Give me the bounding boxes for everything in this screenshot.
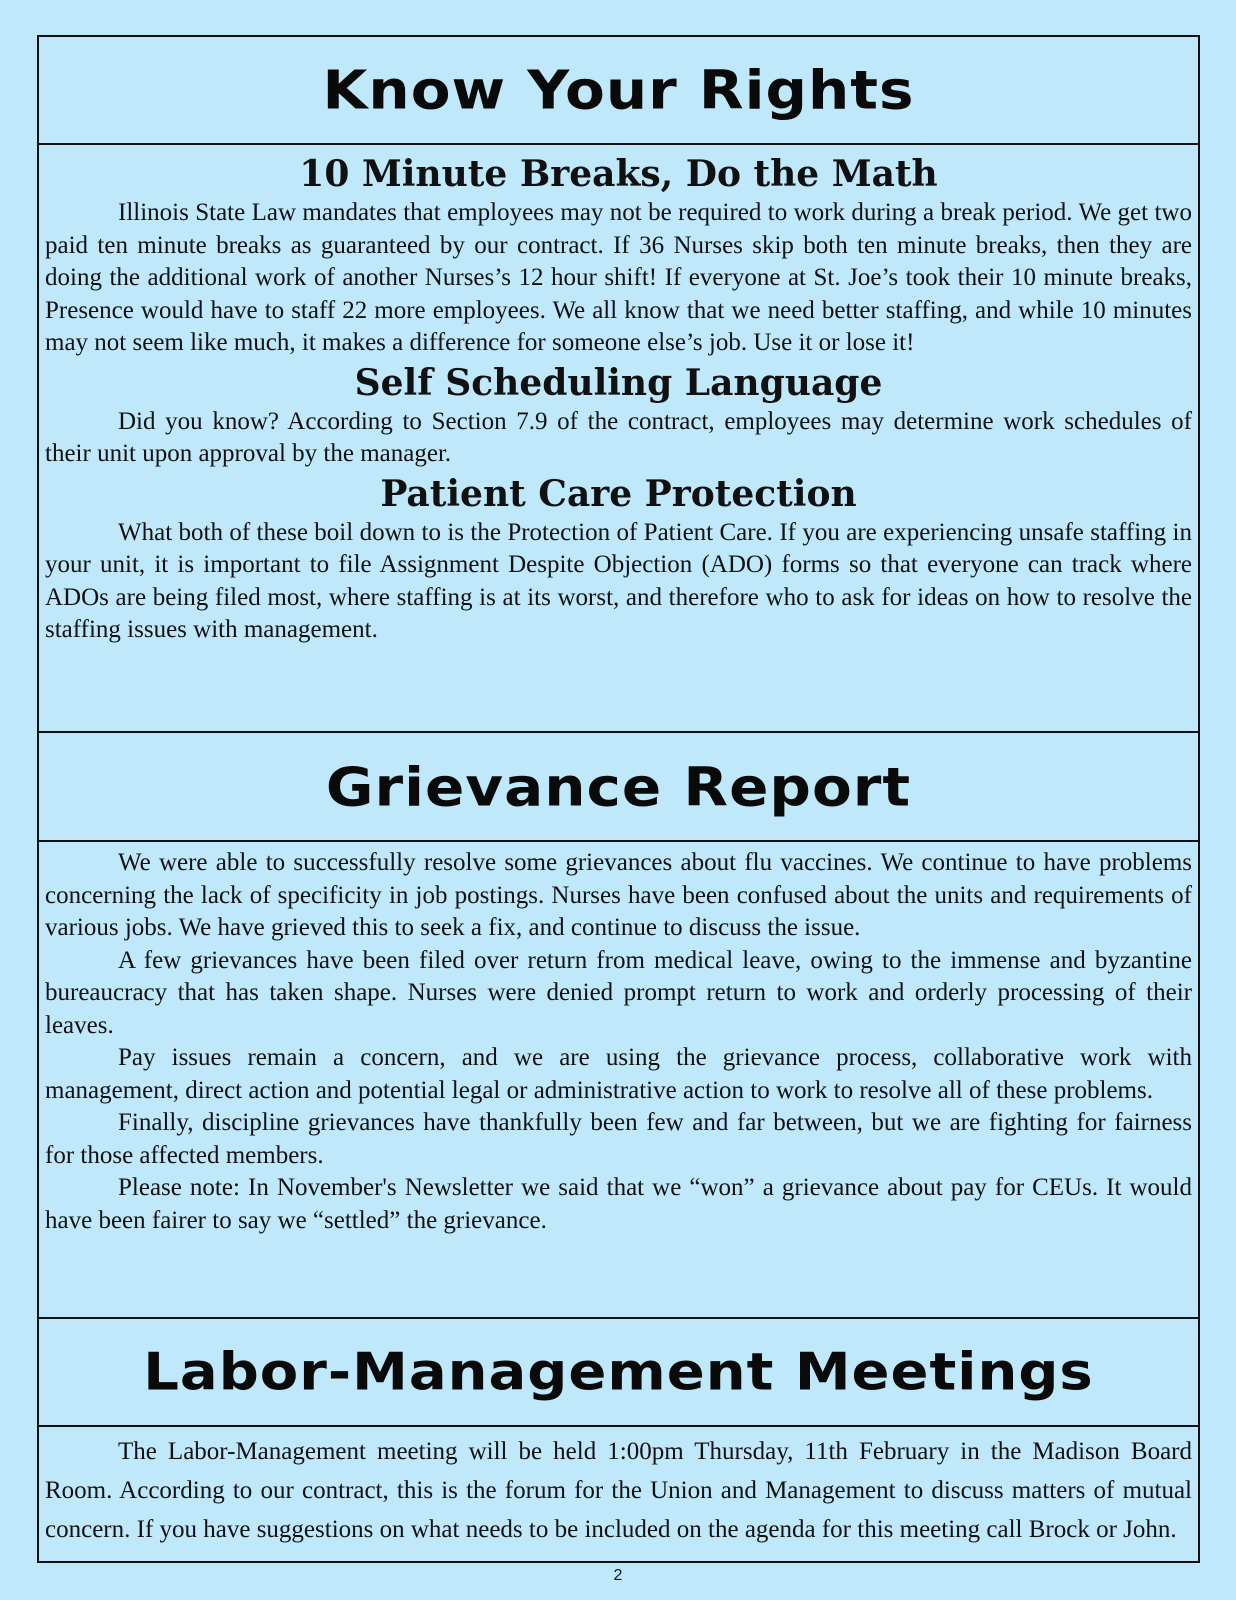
page-number: 2 (613, 1567, 623, 1584)
self-scheduling-heading: Self Scheduling Language (354, 361, 883, 404)
breaks-heading: 10 Minute Breaks, Do the Math (299, 153, 938, 195)
grievance-report-banner (39, 733, 1198, 842)
labor-management-text: The Labor-Management meeting will be held 1:00pm Thursday, 11th February in the Madison Board Room. According to our contract, this is the forum for the Union and Management to discuss matters of mutual concern. If you have suggestions on what needs to be included on the agenda for this meeting call Brock or John. (45, 1438, 1192, 1543)
know-your-rights-section (39, 147, 1198, 733)
grievance-paragraph: Pay issues remain a concern, and we are using the grievance process, collaborative work with management, direct action and potential legal or administrative action to work to resolve all of these problems. (45, 1044, 1192, 1104)
know-your-rights-banner (39, 37, 1198, 145)
labor-management-title: Labor-Management Meetings (143, 1342, 1094, 1402)
patient-care-heading: Patient Care Protection (380, 472, 857, 515)
grievance-report-section (39, 847, 1198, 1319)
labor-management-banner (39, 1319, 1198, 1427)
breaks-text: Illinois State Law mandates that employees may not be required to work during a break period. We get two paid ten minute breaks as guaranteed by our contract. If 36 Nurses skip both ten minute breaks, then they are doing the additional work of another Nurses’s 12 hour shift! If everyone at St. Joe’s took their 10 minute breaks, Presence would have to staff 22 more employees. We all know that we need better staffing, and while 10 minutes may not seem like much, it makes a difference for someone else’s job. Use it or lose it! (45, 199, 1192, 356)
grievance-paragraph: We were able to successfully resolve some grievances about flu vaccines. We continue to have problems concerning the lack of specificity in job postings. Nurses have been confused about the units and requirements of various jobs. We have grieved this to seek a fix, and continue to discuss the issue. (45, 849, 1192, 941)
grievance-paragraph: Please note: In November's Newsletter we said that we “won” a grievance about pay for CEUs. It would have been fairer to say we “settled” the grievance. (45, 1174, 1192, 1234)
page-frame (37, 35, 1200, 1563)
grievance-paragraph: Finally, discipline grievances have thankfully been few and far between, but we are fighting for fairness for those affected members. (45, 1109, 1192, 1169)
self-scheduling-text: Did you know? According to Section 7.9 of the contract, employees may determine work schedules of their unit upon approval by the manager. (45, 407, 1192, 467)
know-your-rights-title: Know Your Rights (322, 58, 915, 122)
grievance-report-title: Grievance Report (325, 755, 912, 818)
labor-management-section (39, 1432, 1198, 1549)
grievance-paragraph: A few grievances have been filed over return from medical leave, owing to the immense and byzantine bureaucracy that has taken shape. Nurses were denied prompt return to work and orderly processing of their leaves. (45, 946, 1192, 1039)
patient-care-text: What both of these boil down to is the Protection of Patient Care. If you are experiencing unsafe staffing in your unit, it is important to file Assignment Despite Objection (ADO) forms so that everyone can track where ADOs are being filed most, where staffing is at its worst, and therefore who to ask for ideas on how to resolve the staffing issues with management. (45, 518, 1192, 643)
